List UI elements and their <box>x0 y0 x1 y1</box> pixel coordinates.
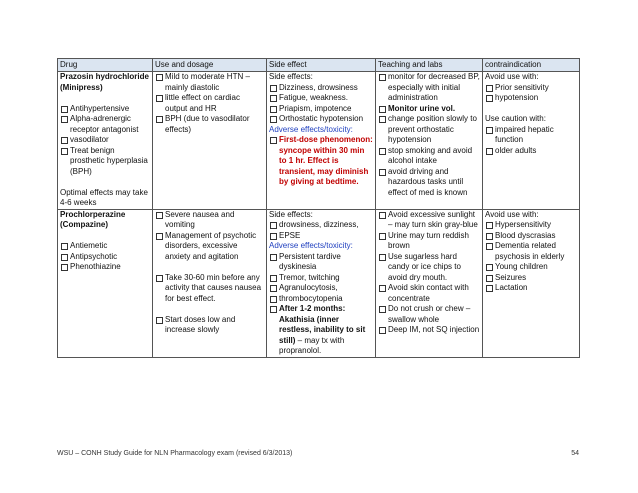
teaching-cell <box>376 72 483 210</box>
drug-uses-list <box>60 104 150 178</box>
side-effect-cell <box>267 72 376 210</box>
list-item: drowsiness, dizziness, <box>269 220 373 231</box>
list-item: Alpha-adrenergic receptor antagonist <box>60 114 150 135</box>
list-item: hypotension <box>485 93 577 104</box>
list-item: Urine may turn reddish brown <box>378 231 480 252</box>
contraindication-cell <box>483 72 580 210</box>
list-item: Severe nausea and vomiting <box>155 210 264 231</box>
header-drug: Drug <box>58 59 153 72</box>
list-item: older adults <box>485 146 577 157</box>
list-item: BPH (due to vasodilator effects) <box>155 114 264 135</box>
list-item: Take 30-60 min before any activity that causes nausea for best effect. <box>155 273 264 305</box>
list-item: stop smoking and avoid alcohol intake <box>378 146 480 167</box>
drug-cell <box>58 209 153 357</box>
list-item: EPSE <box>269 231 373 242</box>
list-item: Orthostatic hypotension <box>269 114 373 125</box>
list-item: Phenothiazine <box>60 262 150 273</box>
list-item: Young children <box>485 262 577 273</box>
drug-table <box>57 58 580 358</box>
list-item <box>269 304 373 357</box>
side-effect-cell <box>267 209 376 357</box>
adverse-effects-title: Adverse effects/toxicity: <box>269 241 353 250</box>
list-item: Agranulocytosis, <box>269 283 373 294</box>
list-item: impaired hepatic function <box>485 125 577 146</box>
drug-cell <box>58 72 153 210</box>
list-item: Mild to moderate HTN – mainly diastolic <box>155 72 264 93</box>
adverse-effects-title: Adverse effects/toxicity: <box>269 124 353 134</box>
list-item: Use sugarless hard candy or ice chips to avoid dry mouth. <box>378 252 480 284</box>
akathisia-tail: – may tx with propranolol. <box>279 335 345 355</box>
avoid-use-title: Avoid use with: <box>485 72 539 81</box>
list-item: change position slowly to prevent orthostatic hypotension <box>378 114 480 146</box>
list-item: Hypersensitivity <box>485 220 577 231</box>
list-item: vasodilator <box>60 135 150 146</box>
list-item: avoid driving and hazardous tasks until effect of med is known <box>378 167 480 199</box>
list-item: Do not crush or chew – swallow whole <box>378 304 480 325</box>
list-item: Avoid skin contact with concentrate <box>378 283 480 304</box>
footer-title: WSU – CONH Study Guide for NLN Pharmacology exam (revised 6/3/2013) <box>57 450 293 457</box>
list-item: Antipsychotic <box>60 252 150 263</box>
list-item: Start doses low and increase slowly <box>155 315 264 336</box>
table-row <box>58 72 580 210</box>
list-item: Tremor, twitching <box>269 273 373 284</box>
use-caution-title: Use caution with: <box>485 114 546 123</box>
side-effects-title: Side effects: <box>269 209 313 219</box>
list-item: Avoid excessive sunlight – may turn skin gray-blue <box>378 210 480 231</box>
list-item: Priapism, impotence <box>269 104 373 115</box>
list-item: Prior sensitivity <box>485 83 577 94</box>
list-item: thrombocytopenia <box>269 294 373 305</box>
akathisia-text: After 1-2 months: Akathisia (inner restless, inability to sit still) <box>279 304 366 345</box>
list-item: Seizures <box>485 273 577 284</box>
dosage-cell <box>153 209 267 357</box>
list-item: Antiemetic <box>60 241 150 252</box>
contraindication-cell <box>483 209 580 357</box>
list-item: Treat benign prosthetic hyperplasia (BPH) <box>60 146 150 178</box>
list-item: Monitor urine vol. <box>378 104 480 115</box>
list-item: Antihypertensive <box>60 104 150 115</box>
header-teaching-labs: Teaching and labs <box>376 59 483 72</box>
list-item: monitor for decreased BP, especially with initial administration <box>378 72 480 104</box>
list-item: First-dose phenomenon: syncope within 30 min to 1 hr. Effect is transient, may diminish by giving at bedtime. <box>269 135 373 188</box>
drug-note: Optimal effects may take 4-6 weeks <box>60 187 148 207</box>
page-footer <box>57 450 579 457</box>
list-item: Management of psychotic disorders, excessive anxiety and agitation <box>155 231 264 263</box>
teaching-cell <box>376 209 483 357</box>
table-header-row <box>58 59 580 72</box>
header-use-dosage: Use and dosage <box>153 59 267 72</box>
list-item: Fatigue, weakness. <box>269 93 373 104</box>
list-item: Blood dyscrasias <box>485 231 577 242</box>
header-side-effect: Side effect <box>267 59 376 72</box>
list-item: Dizziness, drowsiness <box>269 83 373 94</box>
table-row <box>58 209 580 357</box>
drug-name: Prochlorperazine (Compazine) <box>60 209 126 229</box>
list-item: Persistent tardive dyskinesia <box>269 252 373 273</box>
avoid-use-title: Avoid use with: <box>485 209 539 219</box>
list-item: Dementia related psychosis in elderly <box>485 241 577 262</box>
side-effects-title: Side effects: <box>269 72 313 81</box>
list-item: Lactation <box>485 283 577 294</box>
dosage-cell <box>153 72 267 210</box>
list-item: little effect on cardiac output and HR <box>155 93 264 114</box>
header-contraindication: contraindication <box>483 59 580 72</box>
page-number: 54 <box>571 450 579 457</box>
drug-name: Prazosin hydrochloride (Minipress) <box>60 72 149 92</box>
list-item: Deep IM, not SQ injection <box>378 325 480 336</box>
